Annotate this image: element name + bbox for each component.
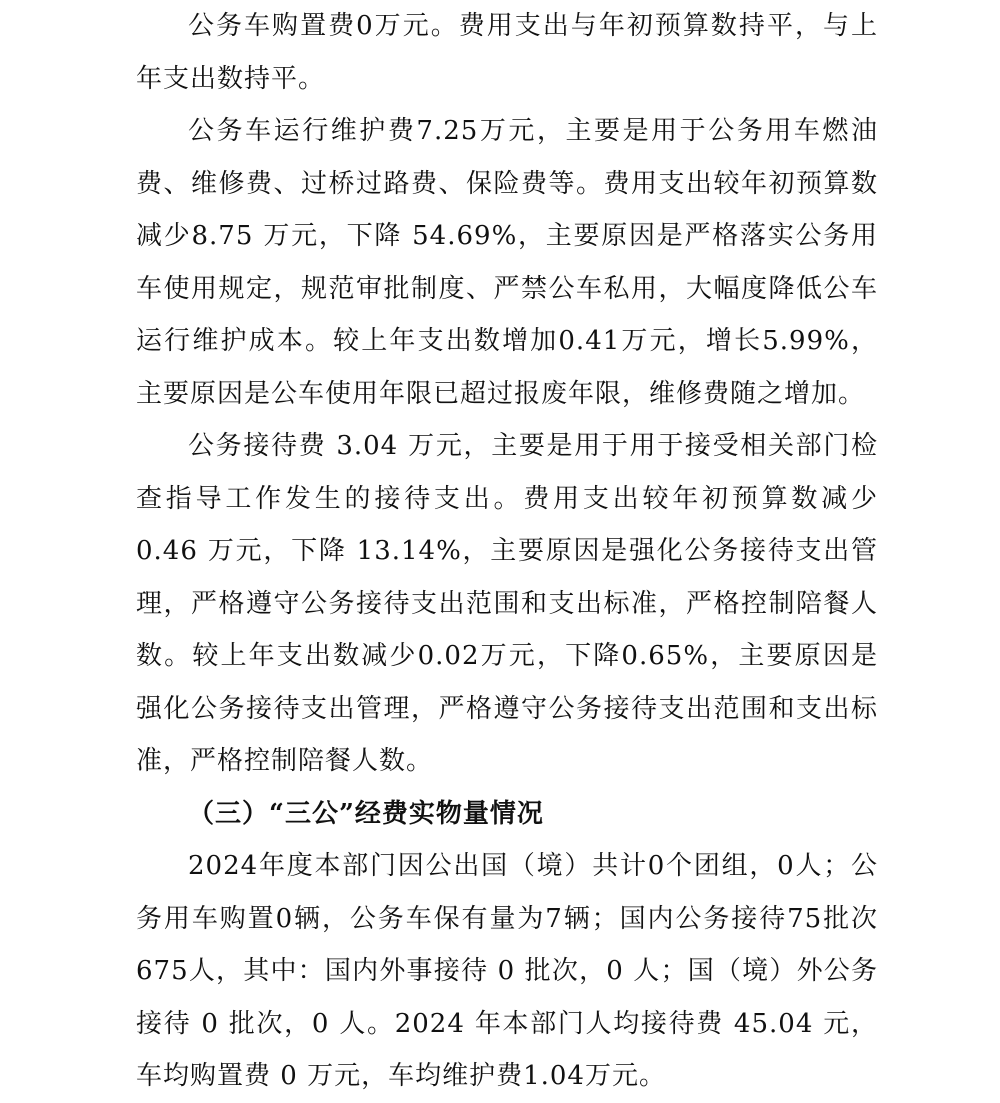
paragraph-official-reception: 公务接待费 3.04 万元，主要是用于用于接受相关部门检查指导工作发生的接待支出。费用支出较年初预算数减少 0.46 万元，下降 13.14%，主要原因是强化公务接待支出管理，严格遵守公务接待支出范围和支出标准，严格控制陪餐人数。较上年支出数减少0.02万元，下降0.65%，主要原因是强化公务接待支出管理，严格遵守公务接待支出范围和支出标准，严格控制陪餐人数。 <box>136 431 878 776</box>
paragraph-vehicle-maintenance: 公务车运行维护费7.25万元，主要是用于公务用车燃油费、维修费、过桥过路费、保险费等。费用支出较年初预算数减少8.75 万元，下降 54.69%，主要原因是严格落实公务用车使用规定，规范审批制度、严禁公车私用，大幅度降低公车运行维护成本。较上年支出数增加0.41万元，增长5.99%，主要原因是公车使用年限已超过报废年限，维修费随之增加。 <box>136 116 878 409</box>
document-page <box>136 0 878 1103</box>
paragraph-vehicle-purchase: 公务车购置费0万元。费用支出与年初预算数持平，与上年支出数持平。 <box>136 11 878 94</box>
section-heading: （三）“三公”经费实物量情况 <box>188 798 544 829</box>
paragraph-physical-quantity: 2024年度本部门因公出国（境）共计0个团组，0人；公务用车购置0辆，公务车保有量为7辆；国内公务接待75批次675人，其中：国内外事接待 0 批次，0 人；国（境）外公务接待 0 批次，0 人。2024 年本部门人均接待费 45.04 元，车均购置费 0 万元，车均维护费1.04万元。 <box>136 851 878 1091</box>
